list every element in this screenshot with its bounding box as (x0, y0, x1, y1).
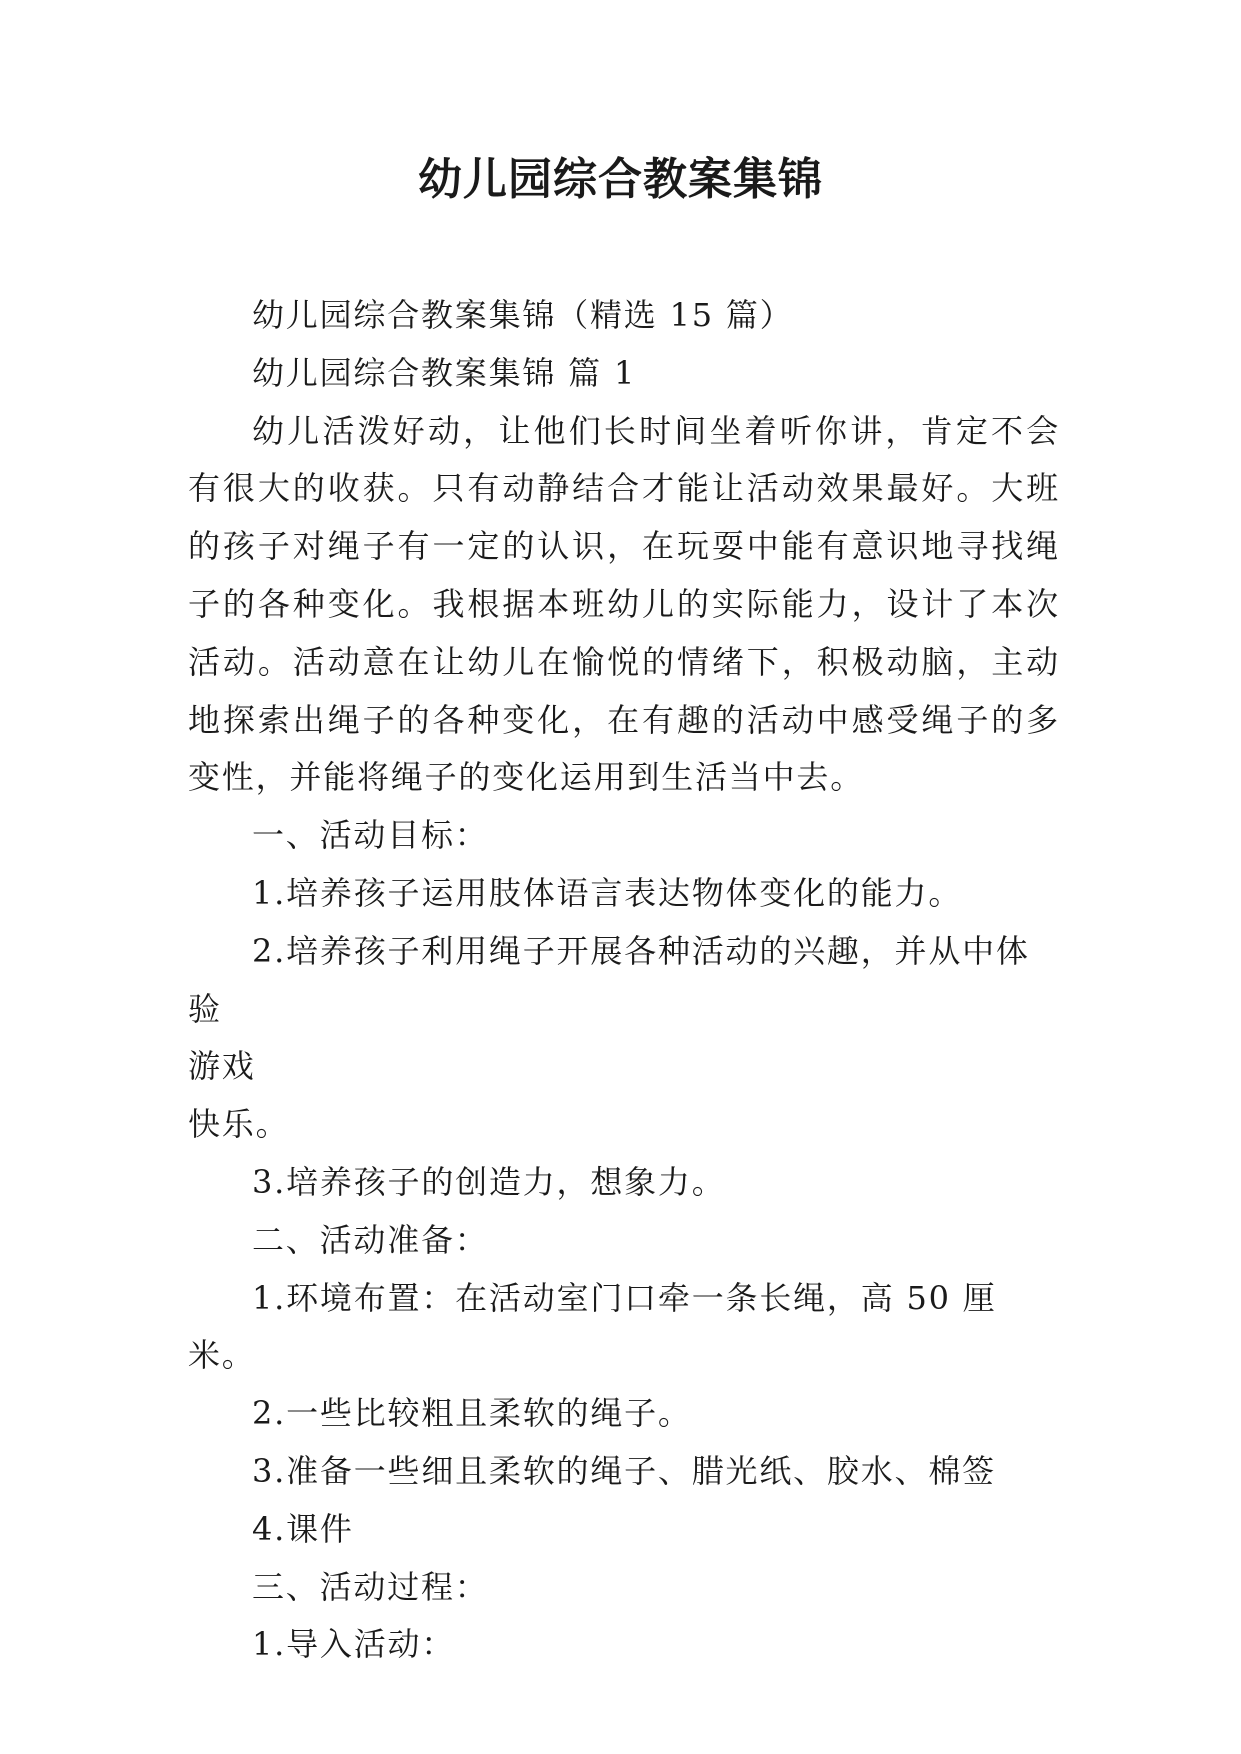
prep-item-1: 1.环境布置：在活动室门口牵一条长绳，高 50 厘米。 (188, 1278, 997, 1375)
goal-item-2-line-1: 2.培养孩子利用绳子开展各种活动的兴趣，并从中体验 (188, 931, 1030, 1028)
subtitle-line: 幼儿园综合教案集锦（精选 15 篇） (252, 296, 794, 334)
goal-item-1: 1.培养孩子运用肢体语言表达物体变化的能力。 (252, 873, 963, 912)
goal-item-2-line-3: 快乐。 (188, 1105, 290, 1144)
intro-paragraph: 幼儿活泼好动，让他们长时间坐着听你讲，肯定不会有很大的收获。只有动静结合才能让活动效果最好。大班的孩子对绳子有一定的认识，在玩耍中能有意识地寻找绳子的各种变化。我根据本班幼儿的实际能力，设计了本次活动。活动意在让幼儿在愉悦的情绪下，积极动脑，主动地探索出绳子的各种变化，在有趣的活动中感受绳子的多变性，并能将绳子的变化运用到生活当中去。 (188, 411, 1060, 797)
prep-item-4: 4.课件 (252, 1509, 354, 1548)
section-heading: 幼儿园综合教案集锦 篇 1 (252, 353, 637, 392)
process-heading: 三、活动过程： (252, 1567, 489, 1606)
goal-item-2-line-2: 游戏 (188, 1047, 256, 1086)
prep-item-3: 3.准备一些细且柔软的绳子、腊光纸、胶水、棉签 (252, 1451, 996, 1490)
prep-heading: 二、活动准备： (252, 1220, 489, 1259)
document-body (188, 287, 1060, 1674)
goals-heading: 一、活动目标： (252, 816, 489, 855)
goal-item-3: 3.培养孩子的创造力，想象力。 (252, 1162, 726, 1201)
process-item-1: 1.导入活动： (252, 1625, 456, 1664)
prep-item-2: 2.一些比较粗且柔软的绳子。 (252, 1394, 692, 1433)
document-title: 幼儿园综合教案集锦 (418, 154, 823, 205)
